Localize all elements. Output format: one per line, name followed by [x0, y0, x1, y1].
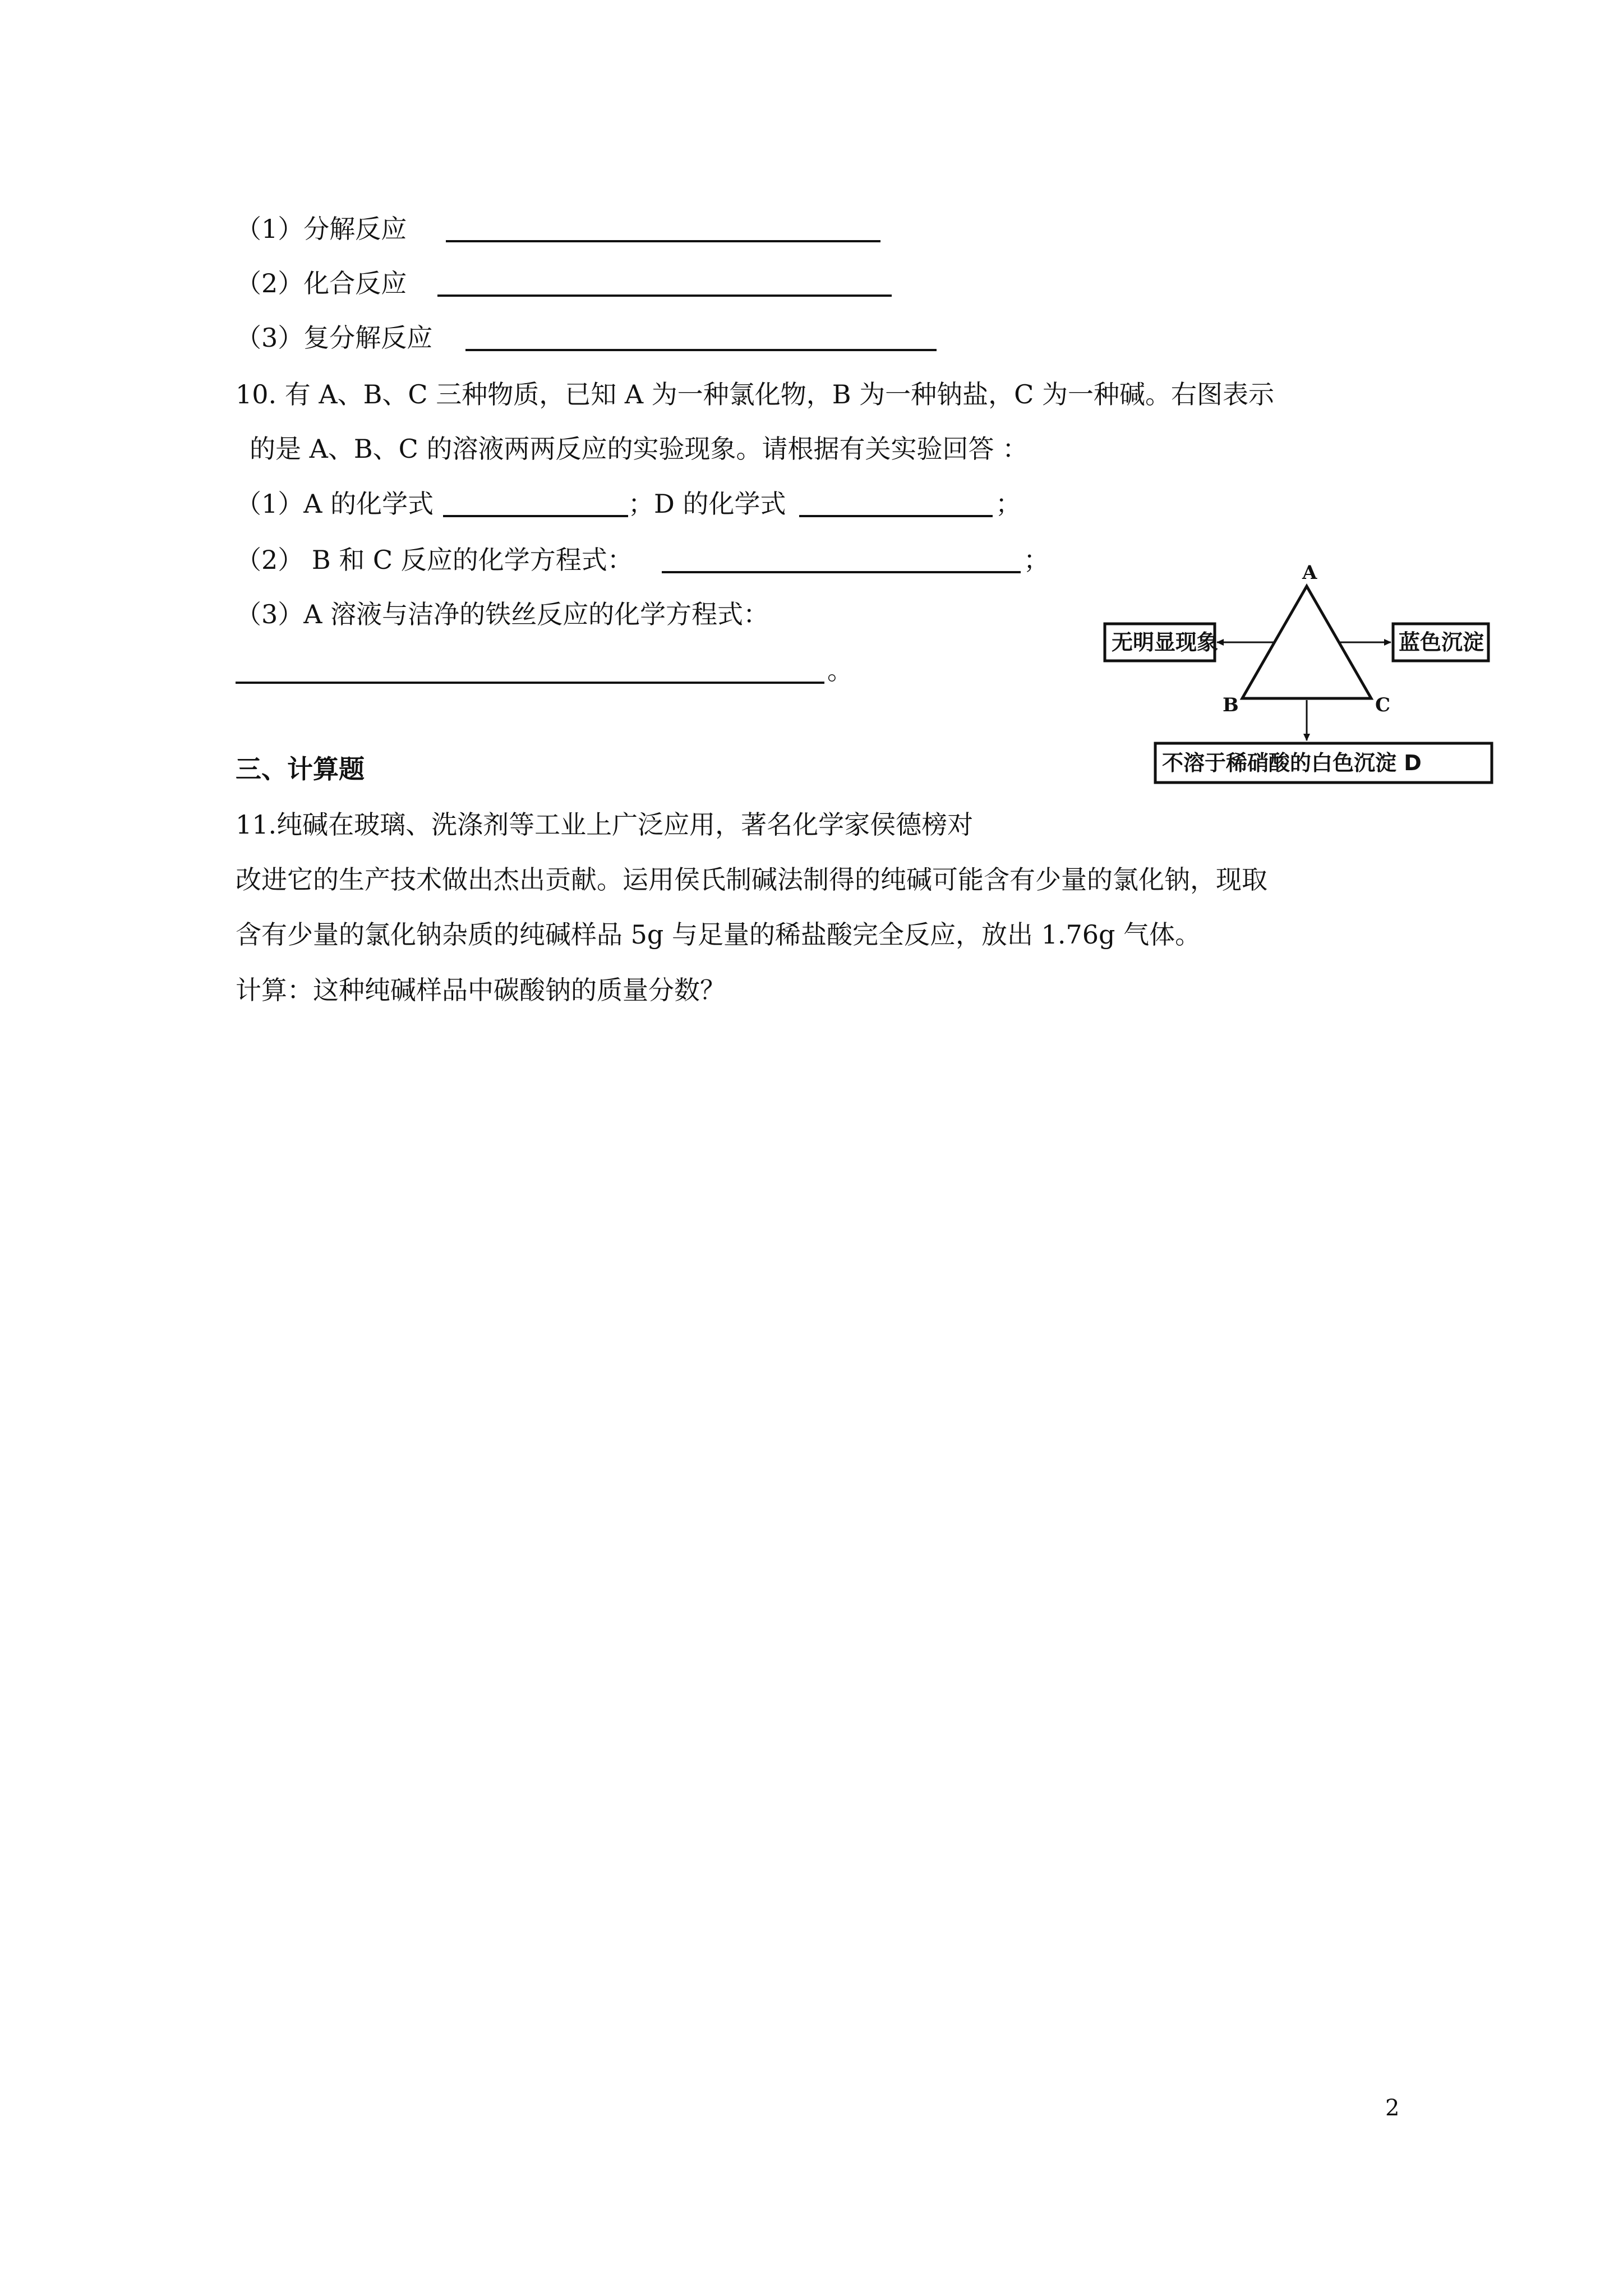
answer-blank-d-formula[interactable]: [799, 515, 993, 517]
q11-line4: 计算：这种纯碱样品中碳酸钠的质量分数？: [236, 975, 726, 1005]
reaction-triangle-diagram: [1099, 555, 1503, 802]
q9-item-combination: （2）化合反应: [236, 268, 407, 298]
answer-blank-b-c-equation[interactable]: [662, 571, 1021, 573]
vertex-b-label: B: [1223, 694, 1239, 716]
reaction-triangle-svg: [1099, 555, 1503, 802]
answer-blank-double-decomposition[interactable]: [465, 349, 937, 351]
q11-line3: 含有少量的氯化钠杂质的纯碱样品 5g 与足量的稀盐酸完全反应，放出 1.76g 气体。: [236, 919, 1201, 950]
q10-stem-line2: 的是 A、B、C 的溶液两两反应的实验现象。请根据有关实验回答 ：: [250, 434, 1029, 464]
q11-line1: 11.纯碱在玻璃、洗涤剂等工业上广泛应用，著名化学家侯德榜对: [236, 809, 974, 840]
q10-stem-line1: 10. 有 A、B、C 三种物质，已知 A 为一种氯化物，B 为一种钠盐，C 为一种碱。右图表示: [236, 379, 1274, 409]
answer-blank-decomposition[interactable]: [446, 240, 880, 242]
left-box-label: 无明显现象: [1112, 630, 1219, 655]
bottom-box-label: 不溶于稀硝酸的白色沉淀 D: [1162, 751, 1422, 775]
q11-line2: 改进它的生产技术做出杰出贡献。运用侯氏制碱法制得的纯碱可能含有少量的氯化钠，现取: [236, 864, 1267, 895]
q10-sub3-end: 。: [827, 655, 853, 685]
page-number: 2: [1385, 2095, 1400, 2121]
vertex-a-label: A: [1302, 562, 1317, 584]
q10-sub2-label: （2） B 和 C 反应的化学方程式：: [236, 545, 633, 575]
q10-sub3-label: （3）A 溶液与洁净的铁丝反应的化学方程式：: [236, 599, 769, 629]
q10-sub1-d-label: ；D 的化学式: [628, 489, 786, 519]
q9-item-decomposition: （1）分解反应: [236, 214, 407, 244]
answer-blank-a-formula[interactable]: [443, 515, 628, 517]
q10-sub2-end: ；: [1023, 545, 1049, 575]
q9-item-double-decomposition: （3）复分解反应: [236, 323, 433, 353]
q10-sub1-end: ；: [995, 489, 1021, 519]
q10-sub1-a-label: （1）A 的化学式: [236, 489, 434, 519]
vertex-c-label: C: [1375, 694, 1391, 716]
answer-blank-a-iron-equation[interactable]: [236, 682, 824, 684]
answer-blank-combination[interactable]: [437, 295, 892, 297]
right-box-label: 蓝色沉淀: [1399, 630, 1484, 655]
section-heading-calculation: 三、计算题: [236, 754, 365, 784]
